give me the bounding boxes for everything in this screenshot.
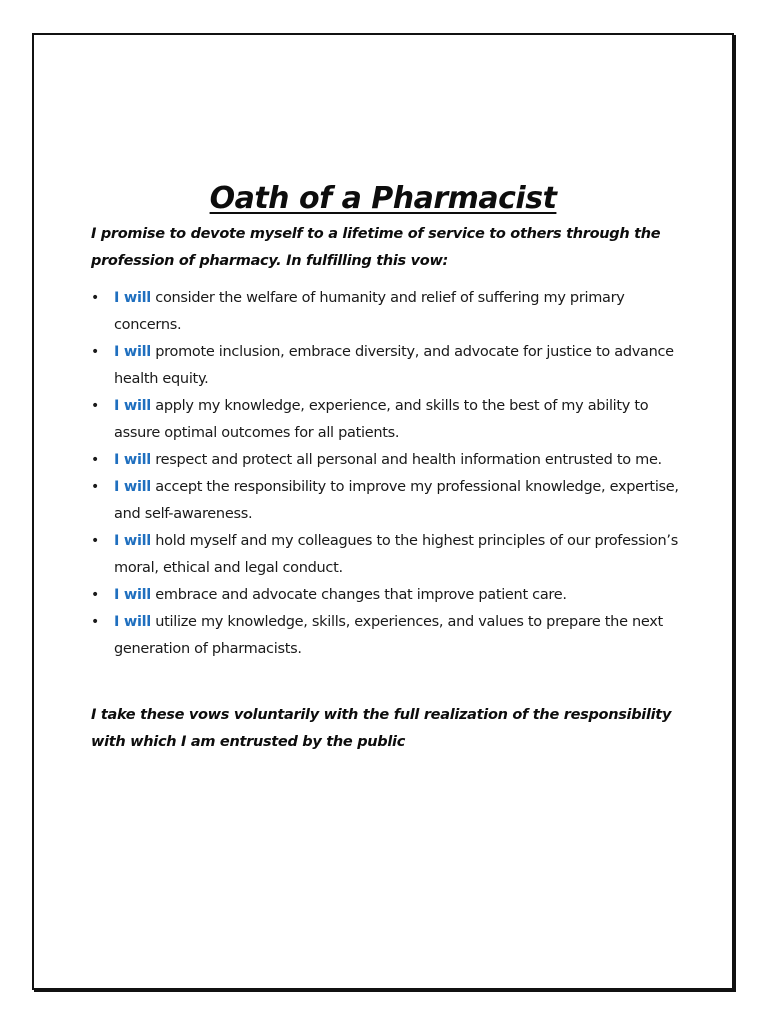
bullet-icon: • xyxy=(91,452,99,468)
vow-prefix: I will xyxy=(114,344,151,360)
vow-prefix: I will xyxy=(114,533,151,549)
vow-list xyxy=(91,285,691,663)
vow-item xyxy=(91,609,691,663)
vow-item xyxy=(91,447,691,474)
vow-item xyxy=(91,528,691,582)
bullet-icon: • xyxy=(91,533,99,549)
vow-item xyxy=(91,393,691,447)
bullet-icon: • xyxy=(91,398,99,414)
vow-text: utilize my knowledge, skills, experiences, and values to prepare the next generation of pharmacists. xyxy=(114,614,663,657)
vow-text: respect and protect all personal and health information entrusted to me. xyxy=(155,452,662,468)
bullet-icon: • xyxy=(91,587,99,603)
vow-prefix: I will xyxy=(114,452,151,468)
page-title: Oath of a Pharmacist xyxy=(209,181,557,216)
vow-text: apply my knowledge, experience, and skills to the best of my ability to assure optimal outcomes for all patients. xyxy=(114,398,649,441)
vow-text: hold myself and my colleagues to the highest principles of our profession’s moral, ethical and legal conduct. xyxy=(114,533,678,576)
vow-prefix: I will xyxy=(114,398,151,414)
bullet-icon: • xyxy=(91,290,99,306)
vow-text: consider the welfare of humanity and relief of suffering my primary concerns. xyxy=(114,290,625,333)
vow-text: embrace and advocate changes that improve patient care. xyxy=(155,587,567,603)
bullet-icon: • xyxy=(91,344,99,360)
vow-prefix: I will xyxy=(114,290,151,306)
vow-prefix: I will xyxy=(114,587,151,603)
vow-prefix: I will xyxy=(114,479,151,495)
vow-prefix: I will xyxy=(114,614,151,630)
oath-closing: I take these vows voluntarily with the full realization of the responsibility with which I am entrusted by the public xyxy=(91,707,672,750)
bullet-icon: • xyxy=(91,479,99,495)
bullet-icon: • xyxy=(91,614,99,630)
vow-item xyxy=(91,582,691,609)
oath-intro: I promise to devote myself to a lifetime of service to others through the profession of pharmacy. In fulfilling this vow: xyxy=(91,226,661,269)
vow-text: promote inclusion, embrace diversity, and advocate for justice to advance health equity. xyxy=(114,344,674,387)
document-page xyxy=(32,33,734,990)
vow-item xyxy=(91,339,691,393)
vow-item xyxy=(91,474,691,528)
vow-text: accept the responsibility to improve my professional knowledge, expertise, and self-awareness. xyxy=(114,479,679,522)
vow-item xyxy=(91,285,691,339)
